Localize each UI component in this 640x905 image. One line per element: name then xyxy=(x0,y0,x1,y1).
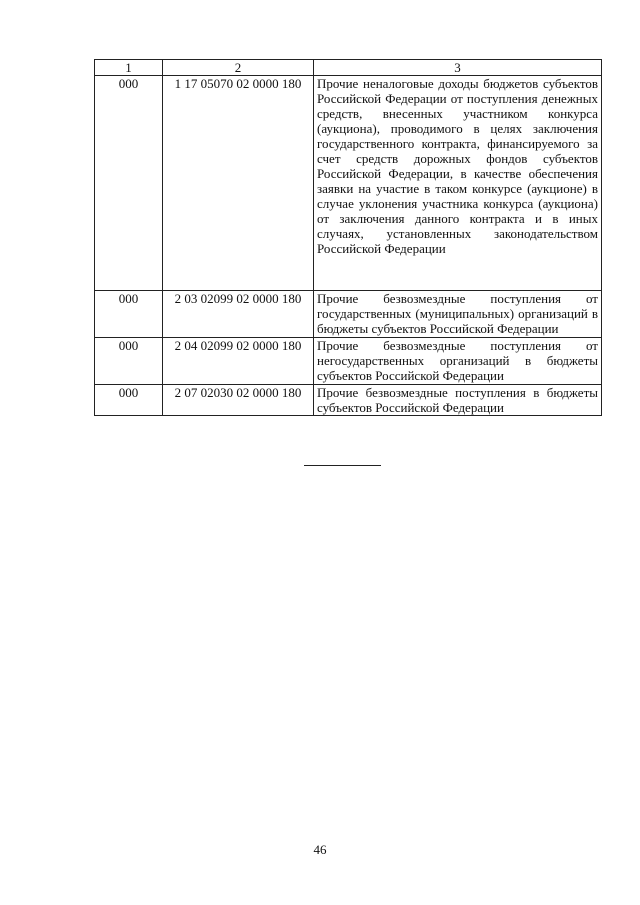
table-header-row xyxy=(95,60,602,76)
budget-code-cell: 2 07 02030 02 0000 180 xyxy=(163,385,314,416)
table-row xyxy=(95,385,602,416)
admin-code-cell: 000 xyxy=(95,385,163,416)
budget-code-cell: 2 03 02099 02 0000 180 xyxy=(163,291,314,338)
revenue-name-cell: Прочие безвозмездные поступления от негосударственных организаций в бюджеты субъектов Российской Федерации xyxy=(314,338,602,385)
table-row xyxy=(95,76,602,291)
table-row xyxy=(95,338,602,385)
revenue-codes-table xyxy=(94,59,602,416)
budget-code-cell: 1 17 05070 02 0000 180 xyxy=(163,76,314,291)
revenue-name-cell: Прочие безвозмездные поступления в бюджеты субъектов Российской Федерации xyxy=(314,385,602,416)
revenue-name-cell: Прочие безвозмездные поступления от государственных (муниципальных) организаций в бюджеты субъектов Российской Федерации xyxy=(314,291,602,338)
column-header-3: 3 xyxy=(314,60,602,76)
end-of-document-rule xyxy=(304,465,381,466)
page-number: 46 xyxy=(313,842,327,857)
admin-code-cell: 000 xyxy=(95,338,163,385)
revenue-name-cell: Прочие неналоговые доходы бюджетов субъектов Российской Федерации от поступления денежных средств, внесенных участником конкурса (аукциона), проводимого в целях заключения государственного контракта, финансируемого за счет средств дорожных фондов субъектов Российской Федерации, в качестве обеспечения заявки на участие в таком конкурсе (аукционе) в случае уклонения участника конкурса (аукциона) от заключения данного контракта и в иных случаях, установленных законодательством Российской Федерации xyxy=(314,76,602,291)
admin-code-cell: 000 xyxy=(95,76,163,291)
column-header-1: 1 xyxy=(95,60,163,76)
budget-code-cell: 2 04 02099 02 0000 180 xyxy=(163,338,314,385)
column-header-2: 2 xyxy=(163,60,314,76)
admin-code-cell: 000 xyxy=(95,291,163,338)
table-row xyxy=(95,291,602,338)
